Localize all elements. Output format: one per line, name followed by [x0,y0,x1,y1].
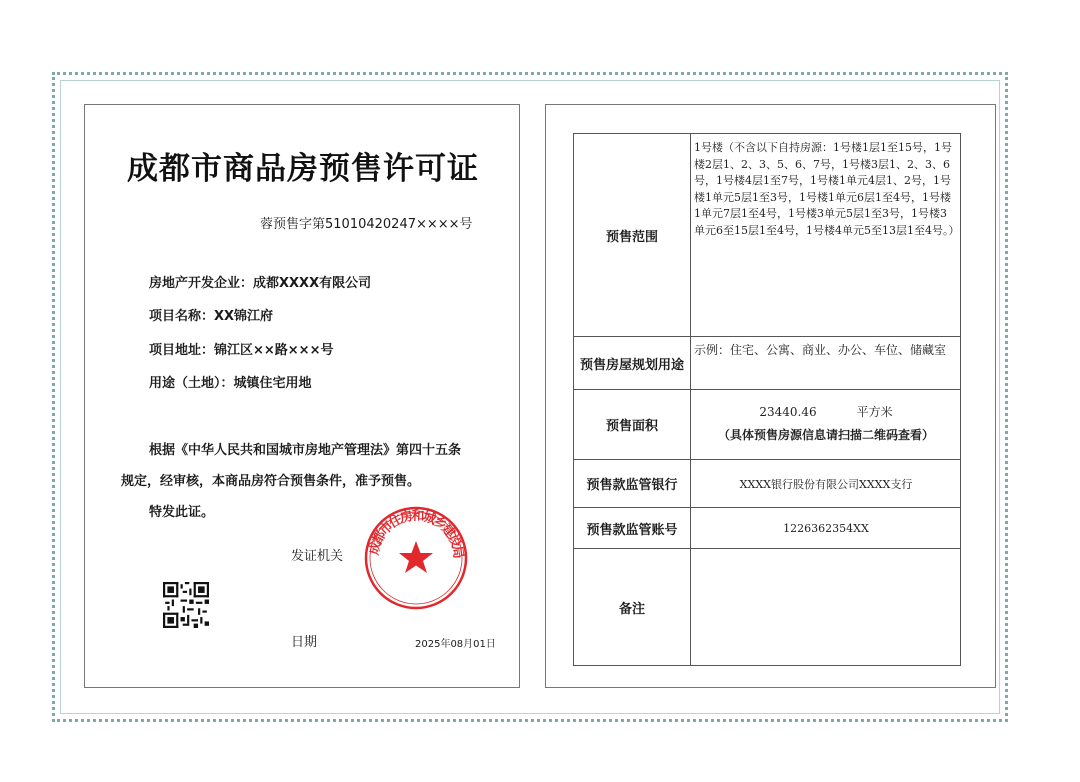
qr-code-icon [163,582,209,628]
table-row [574,460,960,508]
table-row [574,508,960,549]
planned-use-label: 预售房屋规划用途 [574,337,691,389]
details-table [573,133,961,666]
date-label: 日期 [291,635,318,650]
svg-text:成都市住房和城乡建设局: 成都市住房和城乡建设局 [366,508,466,560]
certificate-main-panel [84,104,520,688]
presale-area-value [692,390,960,459]
certificate-title: 成都市商品房预售许可证 [127,151,479,187]
remarks-label: 备注 [574,549,691,665]
project-name-field: 项目名称：XX锦江府 [149,309,274,324]
area-number: 23440.46 [759,405,817,419]
official-seal-stamp [361,503,471,613]
certificate-number: 蓉预售字第51010420247××××号 [260,217,473,232]
seal-star-icon [399,541,433,573]
certificate-details-panel [545,104,996,688]
supervised-account-label: 预售款监管账号 [574,508,691,548]
issue-date: 2025年08月01日 [415,639,496,650]
table-row [574,549,960,665]
supervising-bank-value: XXXX银行股份有限公司XXXX支行 [739,477,913,491]
table-row [574,390,960,460]
presale-area-label: 预售面积 [574,390,691,459]
issuer-label: 发证机关 [291,549,344,564]
land-use-field: 用途（土地）：城镇住宅用地 [149,376,312,391]
presale-scope-value: 1号楼（不含以下自持房源：1号楼1层1至15号，1号楼2层1、2、3、5、6、7号，1号楼3层1、2、3、6号，1号楼4层1至7号，1号楼1单元4层1、2号，1号楼1单元5层1至3号，1号楼1单元6层1至4号，1号楼1单元7层1至4号，1号楼3单元5层1至3号，1号楼3单元6至15层1至4号，1号楼4单元5至13层1至4号。） [694,141,960,237]
table-row [574,134,960,337]
area-unit: 平方米 [856,405,893,419]
remarks-value [692,549,960,665]
project-address-field: 项目地址：锦江区××路×××号 [149,343,334,358]
supervising-bank-label: 预售款监管银行 [574,460,691,507]
basis-line: 规定，经审核，本商品房符合预售条件，准予预售。 [121,474,421,489]
basis-line: 特发此证。 [149,505,215,520]
area-note: （具体预售房源信息请扫描二维码查看） [717,428,934,442]
presale-scope-label: 预售范围 [574,134,691,336]
table-row [574,337,960,390]
basis-line: 根据《中华人民共和国城市房地产管理法》第四十五条 [149,443,462,458]
planned-use-value: 示例：住宅、公寓、商业、办公、车位、储藏室 [694,343,947,357]
developer-field: 房地产开发企业：成都XXXX有限公司 [149,276,372,291]
supervised-account-value: 1226362354XX [783,521,869,535]
